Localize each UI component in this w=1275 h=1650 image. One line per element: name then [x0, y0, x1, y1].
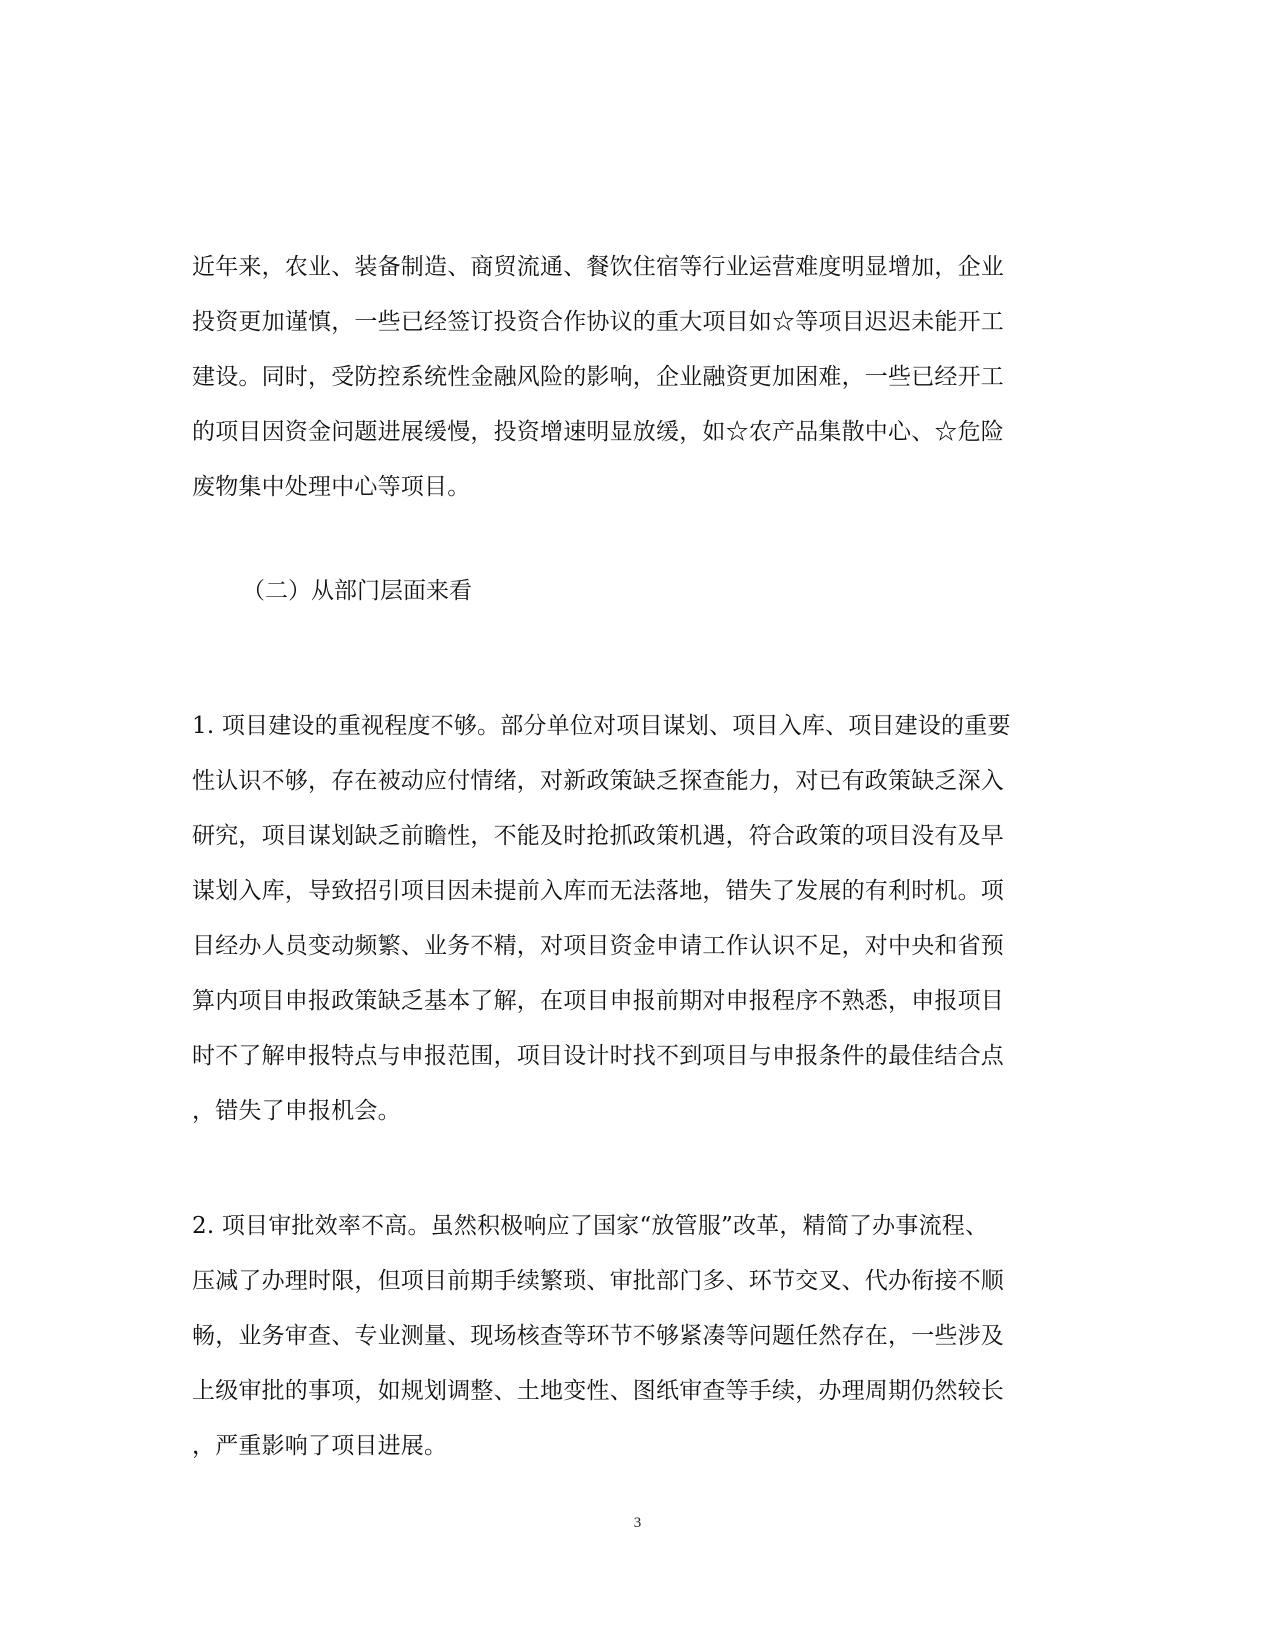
paragraph-line: 谋划入库，导致招引项目因未提前入库而无法落地，错失了发展的有利时机。项 — [192, 878, 1004, 904]
paragraph-line: ，严重影响了项目进展。 — [192, 1433, 448, 1459]
paragraph-line: 投资更加谨慎，一些已经签订投资合作协议的重大项目如☆等项目迟迟未能开工 — [192, 309, 1004, 335]
paragraph-line: ，错失了申报机会。 — [192, 1098, 401, 1124]
paragraph-line: 1. 项目建设的重视程度不够。部分单位对项目谋划、项目入库、项目建设的重要 — [192, 713, 1011, 739]
paragraph-line: 上级审批的事项，如规划调整、土地变性、图纸审查等手续，办理周期仍然较长 — [192, 1378, 1004, 1404]
paragraph-line: 目经办人员变动频繁、业务不精，对项目资金申请工作认识不足，对中央和省预 — [192, 933, 1004, 959]
paragraph-item-1 — [192, 699, 1011, 1139]
paragraph-industry-context — [192, 240, 1004, 515]
section-heading: （二）从部门层面来看 — [242, 578, 472, 604]
paragraph-line: 2. 项目审批效率不高。虽然积极响应了国家“放管服”改革，精简了办事流程、 — [192, 1213, 989, 1239]
paragraph-line: 建设。同时，受防控系统性金融风险的影响，企业融资更加困难，一些已经开工 — [192, 364, 1004, 390]
paragraph-line: 性认识不够，存在被动应付情绪，对新政策缺乏探查能力，对已有政策缺乏深入 — [192, 768, 1004, 794]
paragraph-line: 畅，业务审查、专业测量、现场核查等环节不够紧凑等问题任然存在，一些涉及 — [192, 1323, 1004, 1349]
paragraph-line: 近年来，农业、装备制造、商贸流通、餐饮住宿等行业运营难度明显增加，企业 — [192, 254, 1004, 280]
page-number: 3 — [633, 1515, 642, 1531]
paragraph-line: 压减了办理时限，但项目前期手续繁琐、审批部门多、环节交叉、代办衔接不顺 — [192, 1268, 1004, 1294]
paragraph-line: 的项目因资金问题进展缓慢，投资增速明显放缓，如☆农产品集散中心、☆危险 — [192, 419, 1004, 445]
paragraph-line: 算内项目申报政策缺乏基本了解，在项目申报前期对申报程序不熟悉，申报项目 — [192, 988, 1004, 1014]
paragraph-line: 时不了解申报特点与申报范围，项目设计时找不到项目与申报条件的最佳结合点 — [192, 1043, 1004, 1069]
paragraph-line: 废物集中处理中心等项目。 — [192, 474, 471, 500]
paragraph-line: 研究，项目谋划缺乏前瞻性，不能及时抢抓政策机遇，符合政策的项目没有及早 — [192, 823, 1004, 849]
paragraph-item-2 — [192, 1199, 1004, 1474]
